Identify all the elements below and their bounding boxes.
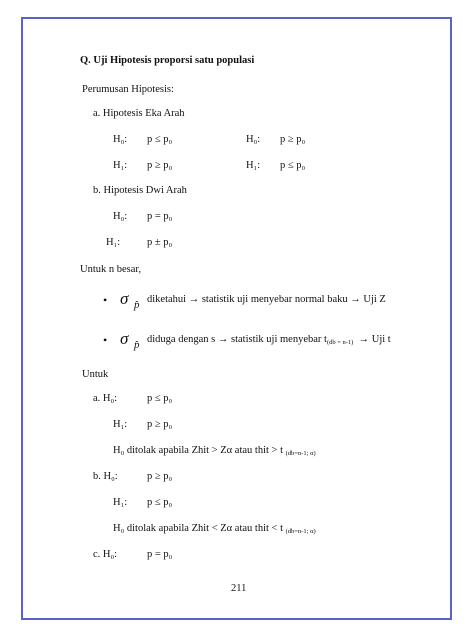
eka-left-h1-value: p ≥ p₀ <box>147 160 173 171</box>
case-b-rule: H₀ ditolak apabila Zhit < Zα atau thit < t $_{(db=n-1; \alpha)}$ <box>113 523 316 535</box>
case-c-h0-value: p = p₀ <box>147 549 173 560</box>
dwi-h1-label: H₁: <box>106 237 121 248</box>
eka-right-h1-label: H₁: <box>246 160 261 171</box>
eka-left-h1-label: H₁: <box>113 160 128 171</box>
case-a-h0-value: p ≤ p₀ <box>147 393 173 404</box>
eka-left-h0-value: p ≤ p₀ <box>147 134 173 145</box>
eka-left-h0-label: H₀: <box>113 134 128 145</box>
case-a-h1-label: H₁: <box>113 419 128 430</box>
dwi-h1-value: p ± p₀ <box>147 237 173 248</box>
perumusan-heading: Perumusan Hipotesis: <box>82 84 174 95</box>
section-title: Q. Uji Hipotesis proporsi satu populasi <box>80 55 255 66</box>
sigma-symbol: σ <box>120 329 129 348</box>
untuk-n-besar: Untuk n besar, <box>80 264 142 275</box>
case-b-h1-value: p ≤ p₀ <box>147 497 173 508</box>
sigma-symbol: σ <box>120 289 129 308</box>
eka-right-h0-value: p ≥ p₀ <box>280 134 306 145</box>
case-a-rule: H₀ ditolak apabila Zhit > Zα atau thit > t $_{(db=n-1; \alpha)}$ <box>113 445 316 457</box>
bullet-dot: • <box>103 333 108 347</box>
p-hat-symbol: p̂ <box>134 299 140 311</box>
dwi-h0-value: p = p₀ <box>147 211 173 222</box>
eka-right-h0-label: H₀: <box>246 134 261 145</box>
bullet-2-text: diduga dengan s → statistik uji menyebar $t_{(db = n-1)}$ → Uji t <box>147 334 391 346</box>
dwi-arah-heading: b. Hipotesis Dwi Arah <box>93 185 187 196</box>
case-a-h1-value: p ≥ p₀ <box>147 419 173 430</box>
p-hat-symbol: p̂ <box>134 339 140 351</box>
case-b-h1-label: H₁: <box>113 497 128 508</box>
case-b-h0-value: p ≥ p₀ <box>147 471 173 482</box>
bullet-1-text: diketahui → statistik uji menyebar normal baku → Uji Z <box>147 294 386 305</box>
eka-right-h1-value: p ≤ p₀ <box>280 160 306 171</box>
eka-arah-heading: a. Hipotesis Eka Arah <box>93 108 185 119</box>
bullet-dot: • <box>103 293 108 307</box>
page-number: 211 <box>231 583 247 594</box>
dwi-h0-label: H₀: <box>113 211 128 222</box>
untuk-heading: Untuk <box>82 369 109 380</box>
case-a-h0-label: a. H₀: <box>93 393 118 404</box>
case-b-h0-label: b. H₀: <box>93 471 118 482</box>
case-c-h0-label: c. H₀: <box>93 549 118 560</box>
